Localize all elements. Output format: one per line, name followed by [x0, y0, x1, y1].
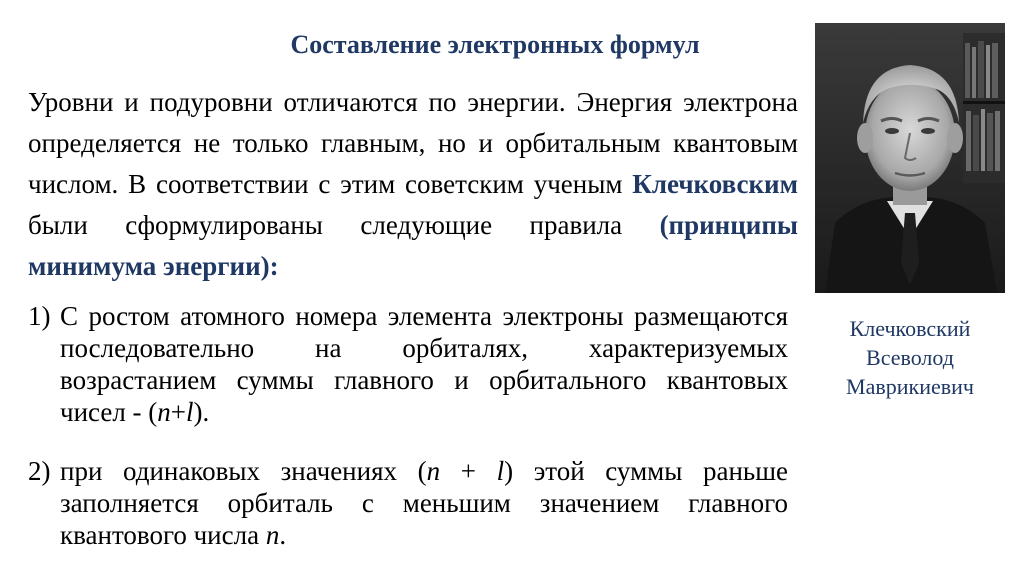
rule-2-text-middle: ) этой суммы раньше заполняется орбиталь с меньшим значением главного квантового числа	[60, 456, 789, 550]
portrait-photo-icon	[815, 23, 1005, 293]
intro-text-middle: были сформулированы следующие правила	[28, 210, 660, 240]
rule-2-formula-l: l	[496, 456, 505, 486]
rule-2	[28, 455, 788, 551]
rule-1	[28, 300, 788, 428]
caption-surname: Клечковский	[849, 316, 971, 341]
rule-2-formula-n2: n	[265, 520, 280, 550]
principles-label: (принципы минимума энергии):	[28, 210, 798, 281]
rule-2-text-end: .	[279, 520, 287, 550]
intro-paragraph	[28, 82, 798, 287]
rule-1-formula-l: l	[186, 397, 194, 427]
rule-1-number: 1)	[28, 301, 51, 331]
rule-2-text-start: при одинаковых значениях (	[60, 456, 427, 486]
slide-title: Составление электронных формул	[290, 30, 700, 59]
rule-2-formula-n: n	[426, 456, 441, 486]
caption-first-name: Всеволод	[866, 345, 954, 370]
rule-1-formula-n: n	[157, 397, 171, 427]
caption-patronymic: Маврикиевич	[846, 374, 974, 399]
rule-2-body	[60, 455, 788, 551]
rule-1-text-end: ).	[193, 397, 210, 427]
rule-1-formula-plus: +	[170, 397, 187, 427]
scientist-name: Клечковским	[632, 169, 798, 199]
rule-1-text: С ростом атомного номера элемента электроны размещаются последовательно на орбиталях, характеризуемых возрастанием суммы главного и орбитального квантовых чисел - (	[60, 301, 788, 427]
rule-2-number: 2)	[28, 456, 51, 486]
intro-text-start: Уровни и подуровни отличаются по энергии. Энергия электрона определяется не только главным, но и орбитальным квантовым числом. В соответствии с этим советским ученым	[28, 87, 798, 199]
portrait-photo	[815, 23, 1005, 293]
rule-1-body	[60, 300, 788, 428]
rule-2-formula-plus: +	[440, 456, 497, 486]
portrait-caption	[815, 314, 1005, 401]
